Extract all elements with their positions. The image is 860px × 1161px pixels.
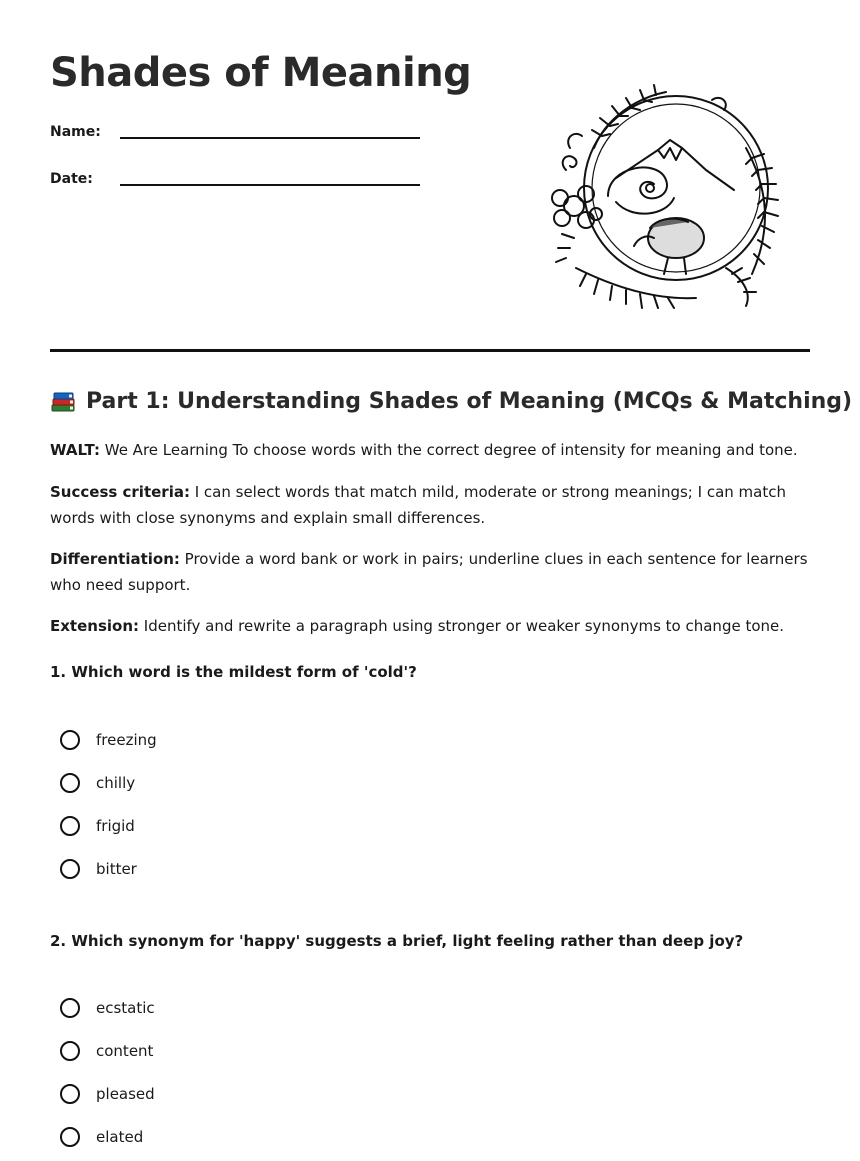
option-label: frigid bbox=[96, 817, 135, 835]
date-label: Date: bbox=[50, 171, 93, 187]
success-criteria-paragraph bbox=[50, 479, 810, 531]
kiwi-fern-mountain-emblem-icon bbox=[546, 78, 792, 316]
question-2-option-4[interactable] bbox=[60, 1124, 143, 1150]
radio-button[interactable] bbox=[60, 859, 80, 879]
question-2-option-1[interactable] bbox=[60, 995, 155, 1021]
option-label: chilly bbox=[96, 774, 136, 792]
question-2-option-3[interactable] bbox=[60, 1081, 155, 1107]
radio-button[interactable] bbox=[60, 773, 80, 793]
question-1-option-2[interactable] bbox=[60, 770, 135, 796]
page-title: Shades of Meaning bbox=[50, 50, 472, 96]
name-line[interactable] bbox=[120, 137, 420, 139]
walt-label: WALT: bbox=[50, 441, 100, 459]
option-label: content bbox=[96, 1042, 154, 1060]
extension-label: Extension: bbox=[50, 617, 139, 635]
part1-heading bbox=[50, 388, 852, 414]
question-2: 2. Which synonym for 'happy' suggests a brief, light feeling rather than deep joy? bbox=[50, 932, 744, 950]
books-icon bbox=[50, 388, 76, 414]
differentiation-paragraph bbox=[50, 546, 810, 598]
part1-heading-text: Part 1: Understanding Shades of Meaning (MCQs & Matching) bbox=[86, 388, 853, 414]
radio-button[interactable] bbox=[60, 1041, 80, 1061]
extension-paragraph bbox=[50, 613, 810, 639]
radio-button[interactable] bbox=[60, 730, 80, 750]
success-criteria-text: I can select words that match mild, moderate or strong meanings; I can match words with close synonyms and explain small differences. bbox=[50, 483, 786, 527]
option-label: bitter bbox=[96, 860, 137, 878]
differentiation-label: Differentiation: bbox=[50, 550, 180, 568]
name-field[interactable] bbox=[50, 123, 430, 149]
radio-button[interactable] bbox=[60, 1084, 80, 1104]
name-label: Name: bbox=[50, 124, 101, 140]
extension-text: Identify and rewrite a paragraph using stronger or weaker synonyms to change tone. bbox=[139, 617, 785, 635]
question-2-option-2[interactable] bbox=[60, 1038, 153, 1064]
radio-button[interactable] bbox=[60, 816, 80, 836]
question-1: 1. Which word is the mildest form of 'cold'? bbox=[50, 663, 417, 681]
radio-button[interactable] bbox=[60, 998, 80, 1018]
radio-button[interactable] bbox=[60, 1127, 80, 1147]
question-1-option-3[interactable] bbox=[60, 813, 135, 839]
success-criteria-label: Success criteria: bbox=[50, 483, 190, 501]
option-label: pleased bbox=[96, 1085, 155, 1103]
walt-paragraph bbox=[50, 437, 810, 463]
option-label: elated bbox=[96, 1128, 144, 1146]
date-line[interactable] bbox=[120, 184, 420, 186]
option-label: ecstatic bbox=[96, 999, 155, 1017]
option-label: freezing bbox=[96, 731, 157, 749]
header-divider bbox=[50, 349, 810, 352]
date-field[interactable] bbox=[50, 170, 430, 196]
walt-text: We Are Learning To choose words with the correct degree of intensity for meaning and tone. bbox=[99, 441, 798, 459]
differentiation-text: Provide a word bank or work in pairs; underline clues in each sentence for learners who need support. bbox=[50, 550, 808, 594]
question-1-option-4[interactable] bbox=[60, 856, 137, 882]
question-1-option-1[interactable] bbox=[60, 727, 157, 753]
